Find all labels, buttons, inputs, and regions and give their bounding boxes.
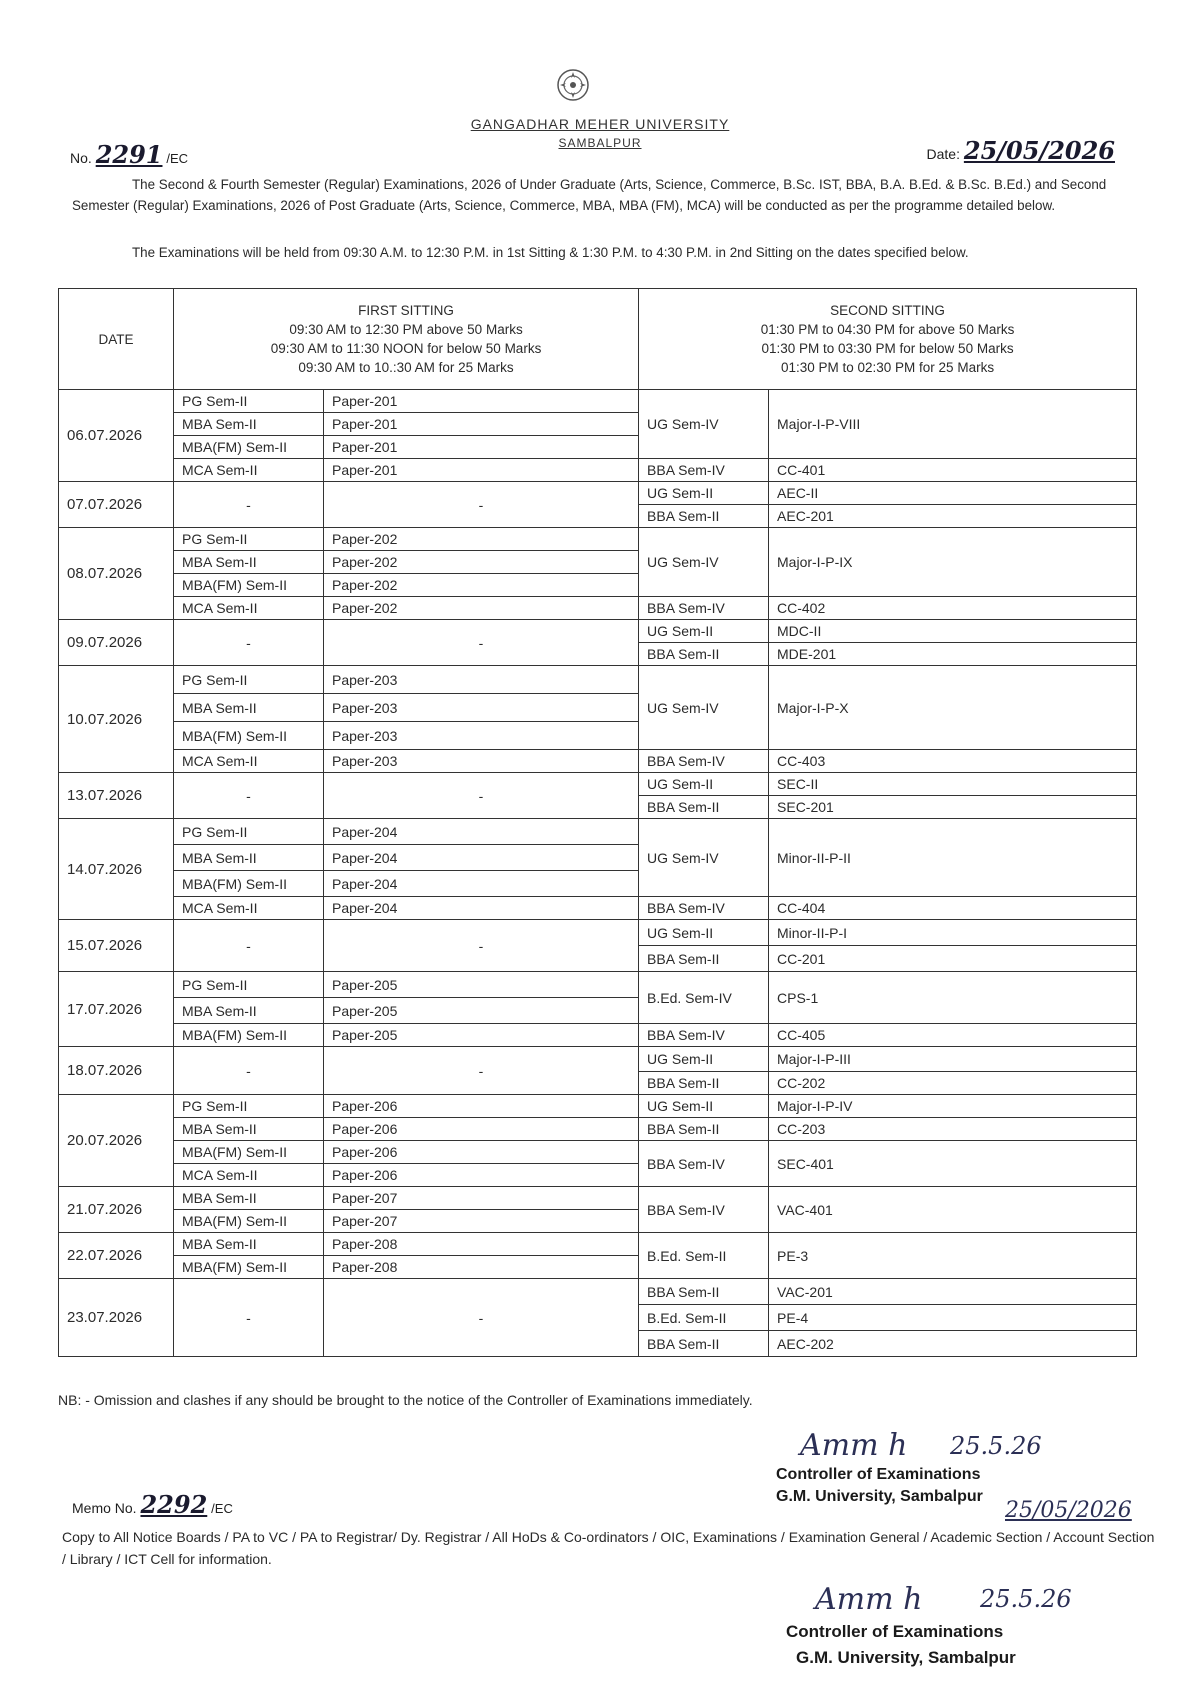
table-row [59,620,1137,643]
paper-cell: Paper-204 [324,871,639,897]
table-row [59,1233,1137,1256]
course-cell: B.Ed. Sem-IV [639,972,769,1024]
course-cell: PG Sem-II [174,1095,324,1118]
notice-date [927,136,1115,165]
course-cell: B.Ed. Sem-II [639,1233,769,1279]
exam-schedule-table [58,288,1137,1357]
paper-cell: CC-201 [769,946,1137,972]
stamp-title-1: Controller of Examinations [776,1466,981,1483]
memo-label: Memo No. [72,1500,137,1516]
course-cell: MBA Sem-II [174,1118,324,1141]
table-row [59,1187,1137,1210]
second-sitting-header: SECOND SITTING 01:30 PM to 04:30 PM for above 50 Marks 01:30 PM to 03:30 PM for below 50 Marks 01:30 PM to 02:30 PM for 25 Marks [639,289,1137,390]
course-cell: BBA Sem-IV [639,1141,769,1187]
course-cell: UG Sem-IV [639,666,769,750]
course-cell: BBA Sem-II [639,505,769,528]
table-row [59,750,1137,773]
table-row [59,920,1137,946]
course-cell: BBA Sem-IV [639,597,769,620]
paper-cell: AEC-201 [769,505,1137,528]
course-cell: UG Sem-IV [639,390,769,459]
table-row [59,528,1137,551]
date-cell: 10.07.2026 [59,666,174,773]
course-cell: MCA Sem-II [174,1164,324,1187]
course-cell: UG Sem-II [639,920,769,946]
university-logo-icon [556,68,590,102]
paper-cell: Paper-202 [324,528,639,551]
table-row [59,482,1137,505]
paper-cell: Paper-202 [324,551,639,574]
paper-cell: CPS-1 [769,972,1137,1024]
course-cell: BBA Sem-II [639,946,769,972]
paper-cell: CC-405 [769,1024,1137,1047]
course-cell: MBA(FM) Sem-II [174,871,324,897]
intro-text-1: The Second & Fourth Semester (Regular) Examinations, 2026 of Under Graduate (Arts, Science, Commerce, B.Sc. IST, BBA, B.A. B.Ed. & B.Sc. B.Ed.) and Second Semester (Regular) Examinations, 2026 of Post Graduate (Arts, Science, Commerce, MBA, MBA (FM), MCA) will be conducted as per the programme detailed below. [72,177,1107,213]
paper-cell: Major-I-P-X [769,666,1137,750]
table-row [59,1024,1137,1047]
paper-cell: SEC-401 [769,1141,1137,1187]
controller-signature-2: Amm h [815,1582,923,1617]
table-row [59,1141,1137,1164]
paper-cell: CC-401 [769,459,1137,482]
paper-cell: CC-404 [769,897,1137,920]
course-cell: BBA Sem-II [639,1072,769,1095]
paper-cell: CC-402 [769,597,1137,620]
paper-cell: CC-202 [769,1072,1137,1095]
course-cell: PG Sem-II [174,666,324,694]
paper-cell: Paper-202 [324,597,639,620]
course-cell: MCA Sem-II [174,459,324,482]
paper-cell: Paper-204 [324,819,639,845]
stamp-title-2: Controller of Examinations [786,1622,1004,1641]
date-value: 25/05/2026 [963,136,1115,165]
paper-cell: SEC-II [769,773,1137,796]
course-cell: MBA(FM) Sem-II [174,1210,324,1233]
paper-cell: MDE-201 [769,643,1137,666]
stamp-date-1: 25/05/2026 [1005,1498,1132,1523]
university-name: GANGADHAR MEHER UNIVERSITY [470,116,730,132]
paper-cell: Major-I-P-IV [769,1095,1137,1118]
copy-to-list: Copy to All Notice Boards / PA to VC / PA to Registrar/ Dy. Registrar / All HoDs & Co-ordinators / OIC, Examinations / Examination General / Academic Section / Account Section / Library / ICT Cell for information. [62,1529,1155,1567]
paper-cell: PE-4 [769,1305,1137,1331]
course-cell: BBA Sem-IV [639,750,769,773]
course-cell: MBA Sem-II [174,1187,324,1210]
paper-cell: Paper-208 [324,1256,639,1279]
intro-paragraph-1 [72,174,1122,216]
paper-cell: Paper-205 [324,1024,639,1047]
table-row [59,390,1137,413]
course-cell: MBA(FM) Sem-II [174,436,324,459]
course-cell: MBA Sem-II [174,413,324,436]
paper-cell: MDC-II [769,620,1137,643]
empty-cell: - [324,773,639,819]
table-row [59,1279,1137,1305]
empty-cell: - [174,482,324,528]
paper-cell: Paper-204 [324,897,639,920]
course-cell: BBA Sem-II [639,796,769,819]
paper-cell: Minor-II-P-I [769,920,1137,946]
table-row [59,597,1137,620]
paper-cell: Paper-204 [324,845,639,871]
course-cell: MBA Sem-II [174,845,324,871]
signature-date-1: 25.5.26 [950,1432,1042,1460]
paper-cell: Paper-208 [324,1233,639,1256]
paper-cell: Paper-201 [324,436,639,459]
empty-cell: - [324,920,639,972]
paper-cell: CC-403 [769,750,1137,773]
course-cell: PG Sem-II [174,972,324,998]
paper-cell: Paper-203 [324,666,639,694]
date-cell: 21.07.2026 [59,1187,174,1233]
date-column-header: DATE [59,289,174,390]
table-row [59,773,1137,796]
course-cell: MBA(FM) Sem-II [174,722,324,750]
course-cell: UG Sem-II [639,620,769,643]
course-cell: UG Sem-II [639,1095,769,1118]
signature-date-2: 25.5.26 [980,1585,1072,1613]
course-cell: MCA Sem-II [174,750,324,773]
paper-cell: VAC-201 [769,1279,1137,1305]
paper-cell: Paper-203 [324,722,639,750]
paper-cell: Paper-201 [324,413,639,436]
paper-cell: Paper-207 [324,1210,639,1233]
paper-cell: AEC-202 [769,1331,1137,1357]
empty-cell: - [324,1047,639,1095]
table-row [59,666,1137,694]
nb-note: NB: - Omission and clashes if any should be brought to the notice of the Controller of Examinations immediately. [58,1392,753,1408]
date-cell: 23.07.2026 [59,1279,174,1357]
date-cell: 18.07.2026 [59,1047,174,1095]
course-cell: BBA Sem-II [639,1118,769,1141]
date-label: Date: [926,146,960,162]
reference-suffix: /EC [166,151,189,166]
course-cell: MBA(FM) Sem-II [174,1141,324,1164]
empty-cell: - [174,920,324,972]
course-cell: MBA Sem-II [174,998,324,1024]
paper-cell: Minor-II-P-II [769,819,1137,897]
empty-cell: - [324,620,639,666]
course-cell: MCA Sem-II [174,597,324,620]
paper-cell: AEC-II [769,482,1137,505]
memo-suffix: /EC [211,1501,233,1516]
memo-value: 2292 [140,1490,208,1519]
paper-cell: Paper-201 [324,390,639,413]
course-cell: BBA Sem-IV [639,459,769,482]
paper-cell: Paper-206 [324,1095,639,1118]
paper-cell: Paper-206 [324,1141,639,1164]
course-cell: B.Ed. Sem-II [639,1305,769,1331]
memo-number [72,1490,233,1519]
paper-cell: SEC-201 [769,796,1137,819]
date-cell: 08.07.2026 [59,528,174,620]
date-cell: 14.07.2026 [59,819,174,920]
paper-cell: Paper-206 [324,1164,639,1187]
paper-cell: Paper-206 [324,1118,639,1141]
paper-cell: PE-3 [769,1233,1137,1279]
course-cell: MBA Sem-II [174,551,324,574]
paper-cell: Major-I-P-IX [769,528,1137,597]
course-cell: BBA Sem-IV [639,897,769,920]
controller-signature-1: Amm h [800,1428,908,1463]
date-cell: 22.07.2026 [59,1233,174,1279]
intro-paragraph-2 [72,242,1122,263]
course-cell: UG Sem-II [639,773,769,796]
table-row [59,1047,1137,1072]
table-row [59,459,1137,482]
empty-cell: - [174,1279,324,1357]
course-cell: MCA Sem-II [174,897,324,920]
date-cell: 09.07.2026 [59,620,174,666]
course-cell: BBA Sem-II [639,643,769,666]
paper-cell: Paper-205 [324,998,639,1024]
table-row [59,819,1137,845]
university-city: SAMBALPUR [558,136,642,150]
course-cell: UG Sem-II [639,482,769,505]
course-cell: MBA Sem-II [174,694,324,722]
date-cell: 15.07.2026 [59,920,174,972]
date-cell: 20.07.2026 [59,1095,174,1187]
course-cell: PG Sem-II [174,819,324,845]
course-cell: UG Sem-II [639,1047,769,1072]
table-row [59,1095,1137,1118]
table-header-row [59,289,1137,390]
course-cell: BBA Sem-IV [639,1024,769,1047]
date-cell: 06.07.2026 [59,390,174,482]
stamp-org-1: G.M. University, Sambalpur [776,1488,983,1505]
empty-cell: - [174,620,324,666]
course-cell: UG Sem-IV [639,528,769,597]
course-cell: UG Sem-IV [639,819,769,897]
course-cell: PG Sem-II [174,528,324,551]
course-cell: BBA Sem-IV [639,1187,769,1233]
paper-cell: Major-I-P-III [769,1047,1137,1072]
reference-label: No. [70,150,92,166]
paper-cell: Paper-207 [324,1187,639,1210]
course-cell: BBA Sem-II [639,1331,769,1357]
course-cell: PG Sem-II [174,390,324,413]
table-row [59,972,1137,998]
paper-cell: Paper-203 [324,750,639,773]
course-cell: BBA Sem-II [639,1279,769,1305]
reference-number [70,140,188,169]
date-cell: 07.07.2026 [59,482,174,528]
paper-cell: Paper-201 [324,459,639,482]
course-cell: MBA(FM) Sem-II [174,1024,324,1047]
course-cell: MBA Sem-II [174,1233,324,1256]
paper-cell: Paper-205 [324,972,639,998]
paper-cell: Paper-202 [324,574,639,597]
empty-cell: - [324,482,639,528]
course-cell: MBA(FM) Sem-II [174,574,324,597]
stamp-org-2: G.M. University, Sambalpur [796,1648,1016,1667]
date-cell: 13.07.2026 [59,773,174,819]
reference-value: 2291 [95,140,163,169]
first-sitting-header: FIRST SITTING 09:30 AM to 12:30 PM above 50 Marks 09:30 AM to 11:30 NOON for below 50 Marks 09:30 AM to 10.:30 AM for 25 Marks [174,289,639,390]
paper-cell: CC-203 [769,1118,1137,1141]
empty-cell: - [174,773,324,819]
empty-cell: - [324,1279,639,1357]
intro-text-2: The Examinations will be held from 09:30 A.M. to 12:30 P.M. in 1st Sitting & 1:30 P.M. to 4:30 P.M. in 2nd Sitting on the dates specified below. [132,245,969,260]
paper-cell: Paper-203 [324,694,639,722]
date-cell: 17.07.2026 [59,972,174,1047]
table-row [59,897,1137,920]
empty-cell: - [174,1047,324,1095]
paper-cell: VAC-401 [769,1187,1137,1233]
course-cell: MBA(FM) Sem-II [174,1256,324,1279]
paper-cell: Major-I-P-VIII [769,390,1137,459]
table-row [59,1118,1137,1141]
